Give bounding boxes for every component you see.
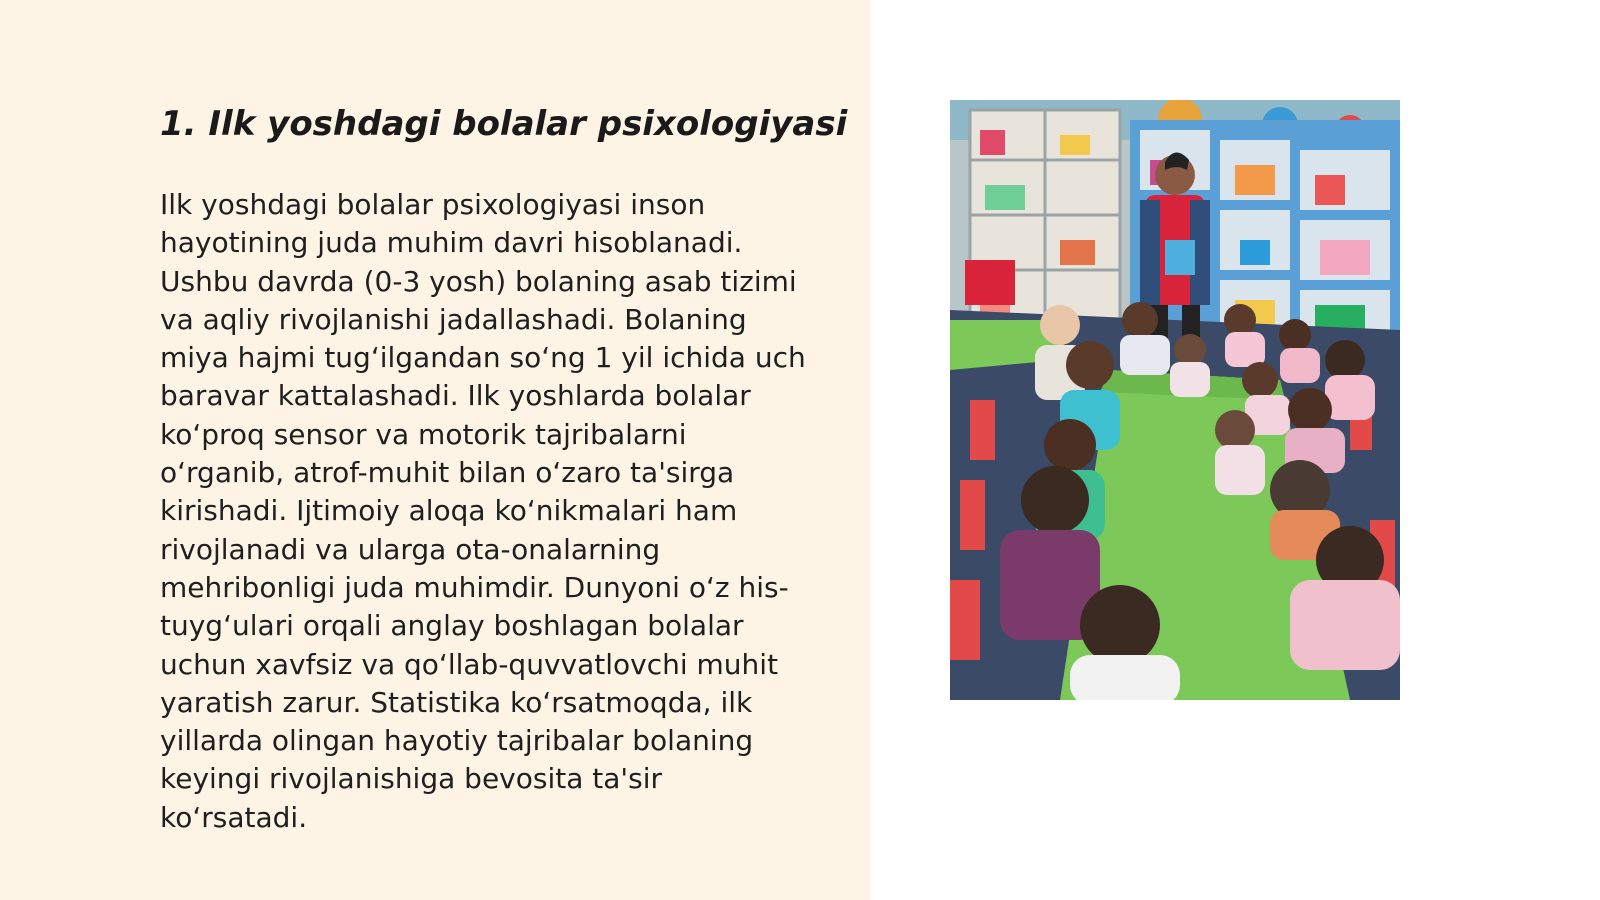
body-line: miya hajmi tug‘ilgandan so‘ng 1 yil ichida uch — [160, 341, 806, 375]
body-line: keyingi rivojlanishiga bevosita ta'sir — [160, 762, 662, 796]
body-line: kirishadi. Ijtimoiy aloqa ko‘nikmalari ham — [160, 494, 738, 528]
body-line: yaratish zarur. Statistika ko‘rsatmoqda, ilk — [160, 685, 753, 719]
body-line: uchun xavfsiz va qo‘llab-quvvatlovchi muhit — [160, 647, 779, 681]
slide-body — [160, 186, 850, 837]
body-line: tuyg‘ulari orqali anglay boshlagan bolalar — [160, 609, 744, 643]
body-line: mehribonligi juda muhimdir. Dunyoni o‘z his- — [160, 570, 789, 604]
body-line: va aqliy rivojlanishi jadallashadi. Bolaning — [160, 302, 747, 336]
body-line: o‘rganib, atrof-muhit bilan o‘zaro ta'sirga — [160, 456, 735, 490]
body-line: Ushbu davrda (0-3 yosh) bolaning asab tizimi — [160, 264, 797, 298]
body-line: Ilk yoshdagi bolalar psixologiyasi inson — [160, 188, 706, 221]
body-line: ko‘rsatadi. — [160, 800, 308, 834]
classroom-photo — [950, 100, 1400, 700]
body-line: hayotining juda muhim davri hisoblanadi. — [160, 226, 743, 260]
classroom-illustration — [950, 100, 1400, 700]
body-line: rivojlanadi va ularga ota-onalarning — [160, 532, 661, 566]
body-line: ko‘proq sensor va motorik tajribalarni — [160, 417, 687, 451]
body-line: yillarda olingan hayotiy tajribalar bolaning — [160, 724, 754, 758]
body-line: baravar kattalashadi. Ilk yoshlarda bolalar — [160, 379, 751, 413]
slide-title: 1. Ilk yoshdagi bolalar psixologiyasi — [160, 104, 848, 144]
